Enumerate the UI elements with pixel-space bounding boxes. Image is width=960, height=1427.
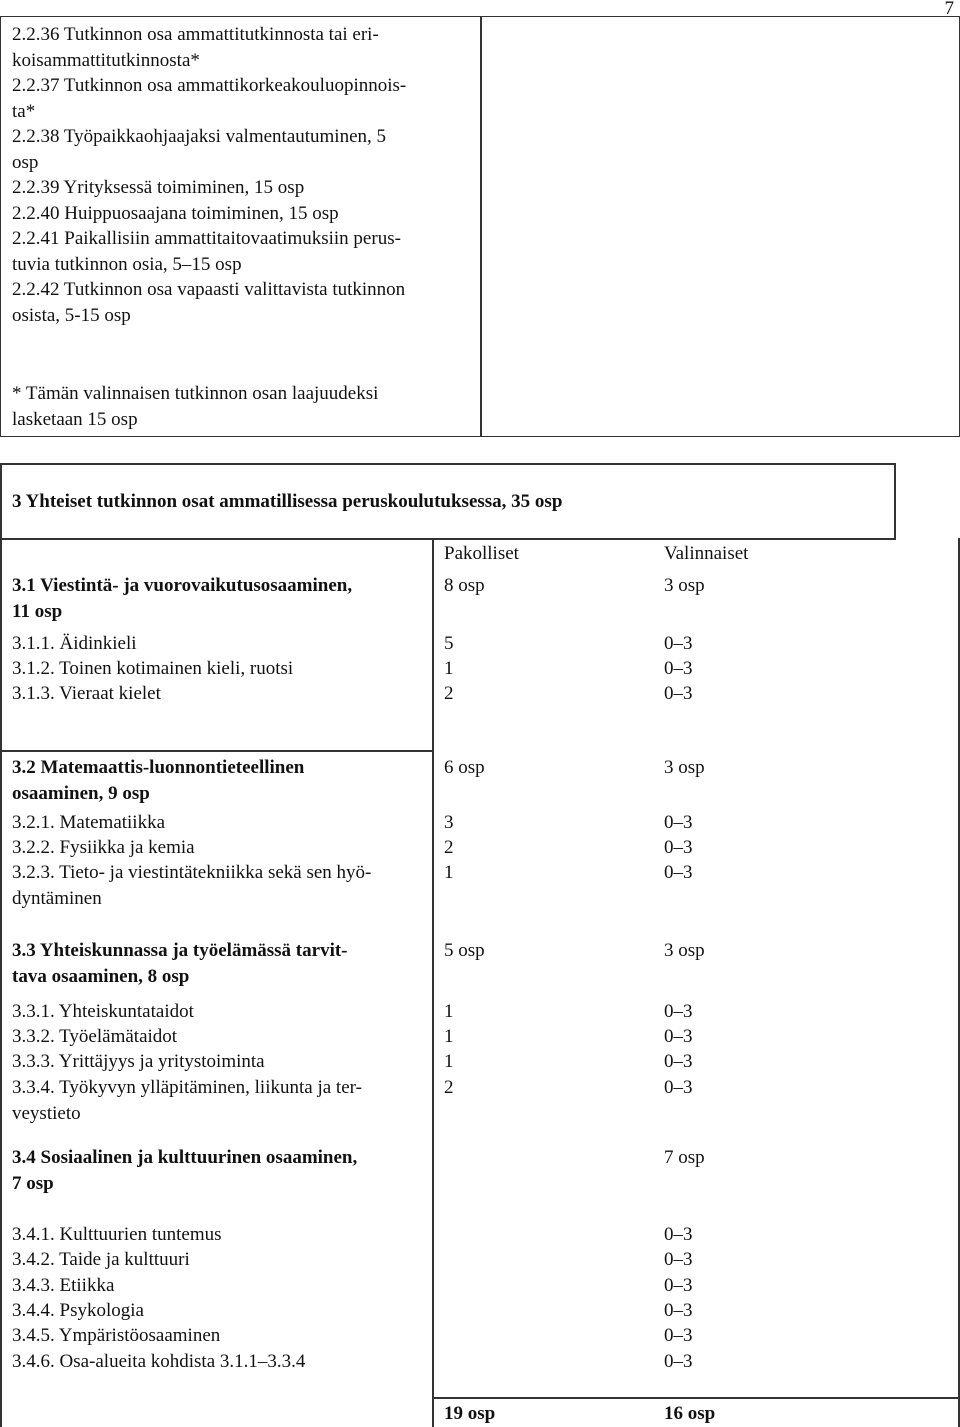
item-pakolliset: 1 (444, 1001, 454, 1022)
item-label: 3.3.4. Työkyvyn ylläpitäminen, liikunta ja ter- veystieto (12, 1077, 362, 1124)
footnote (12, 381, 378, 432)
item-valinnaiset: 0–3 (664, 683, 693, 704)
header-pakolliset: Pakolliset (444, 543, 519, 564)
list-line: tuvia tutkinnon osia, 5–15 osp (12, 253, 242, 275)
item-label: 3.1.2. Toinen kotimainen kieli, ruotsi (12, 658, 294, 679)
total-valinnaiset: 16 osp (664, 1403, 716, 1424)
item-valinnaiset: 0–3 (664, 1026, 693, 1047)
item-valinnaiset: 0–3 (664, 1275, 693, 1296)
list-line: osista, 5-15 osp (12, 304, 131, 326)
footnote-line: lasketaan 15 osp (12, 408, 138, 430)
item-label: 3.3.2. Työelämätaidot (12, 1026, 178, 1047)
item-label: 3.2.2. Fysiikka ja kemia (12, 837, 195, 858)
item-valinnaiset: 0–3 (664, 658, 693, 679)
item-label: 3.1.1. Äidinkieli (12, 633, 137, 654)
item-pakolliset: 1 (444, 862, 454, 883)
list-line: ta* (12, 100, 36, 122)
total-pakolliset: 19 osp (444, 1403, 496, 1424)
top-table-list (12, 22, 477, 328)
section-pakolliset: 6 osp (444, 757, 485, 778)
section-valinnaiset: 7 osp (664, 1147, 705, 1168)
item-valinnaiset: 0–3 (664, 1224, 693, 1245)
item-label: 3.4.2. Taide ja kulttuuri (12, 1249, 190, 1270)
section-valinnaiset: 3 osp (664, 575, 705, 596)
item-valinnaiset: 0–3 (664, 1249, 693, 1270)
item-label: 3.2.3. Tieto- ja viestintätekniikka sekä sen hyö- dyntäminen (12, 862, 372, 909)
item-label: 3.2.1. Matematiikka (12, 812, 166, 833)
main-table-border-top (0, 463, 896, 465)
item-valinnaiset: 0–3 (664, 1001, 693, 1022)
footnote-line: * Tämän valinnaisen tutkinnon osan laajuudeksi (12, 383, 379, 404)
list-line: 2.2.42 Tutkinnon osa vapaasti valittavista tutkinnon (12, 279, 406, 300)
item-label: 3.4.4. Psykologia (12, 1300, 144, 1321)
main-table-total-divider (432, 1397, 960, 1399)
main-table-column-divider (432, 538, 434, 1427)
section-title: 3.4 Sosiaalinen ja kulttuurinen osaaminen, 7 osp (12, 1147, 358, 1194)
item-pakolliset: 1 (444, 1026, 454, 1047)
item-valinnaiset: 0–3 (664, 837, 693, 858)
item-pakolliset: 2 (444, 683, 454, 704)
item-valinnaiset: 0–3 (664, 1077, 693, 1098)
header-valinnaiset: Valinnaiset (664, 543, 749, 564)
item-valinnaiset: 0–3 (664, 1351, 693, 1372)
section-pakolliset: 8 osp (444, 575, 485, 596)
item-valinnaiset: 0–3 (664, 633, 693, 654)
main-table-title: 3 Yhteiset tutkinnon osat ammatillisessa peruskoulutuksessa, 35 osp (12, 491, 563, 512)
main-table-right-edge (958, 538, 960, 1427)
item-pakolliset: 5 (444, 633, 454, 654)
list-line: 2.2.41 Paikallisiin ammattitaitovaatimuksiin perus- (12, 228, 401, 249)
list-line: 2.2.40 Huippuosaajana toimiminen, 15 osp (12, 202, 339, 224)
item-valinnaiset: 0–3 (664, 1300, 693, 1321)
page-number: 7 (944, 0, 954, 19)
list-line: 2.2.39 Yrityksessä toimiminen, 15 osp (12, 177, 305, 198)
item-label: 3.4.3. Etiikka (12, 1275, 115, 1296)
list-line: osp (12, 151, 39, 173)
section-title: 3.1 Viestintä- ja vuorovaikutusosaaminen, 11 osp (12, 575, 353, 622)
main-table-section-divider (0, 750, 432, 752)
item-valinnaiset: 0–3 (664, 812, 693, 833)
item-label: 3.1.3. Vieraat kielet (12, 683, 161, 704)
section-title: 3.2 Matemaattis-luonnontieteellinen osaaminen, 9 osp (12, 757, 305, 804)
top-table-column-divider (480, 16, 482, 437)
item-label: 3.3.3. Yrittäjyys ja yritystoiminta (12, 1051, 265, 1072)
item-pakolliset: 1 (444, 658, 454, 679)
item-label: 3.4.5. Ympäristöosaaminen (12, 1325, 221, 1346)
item-pakolliset: 1 (444, 1051, 454, 1072)
item-label: 3.4.1. Kulttuurien tuntemus (12, 1224, 222, 1245)
list-line: 2.2.38 Työpaikkaohjaajaksi valmentautuminen, 5 (12, 126, 387, 147)
item-pakolliset: 2 (444, 837, 454, 858)
main-table-border-right (894, 463, 896, 540)
item-valinnaiset: 0–3 (664, 1325, 693, 1346)
main-table-border-left (0, 463, 2, 1427)
section-valinnaiset: 3 osp (664, 757, 705, 778)
item-label: 3.3.1. Yhteiskuntataidot (12, 1001, 194, 1022)
main-table-title-divider (0, 538, 896, 540)
item-valinnaiset: 0–3 (664, 1051, 693, 1072)
section-pakolliset: 5 osp (444, 940, 485, 961)
list-line: 2.2.37 Tutkinnon osa ammattikorkeakouluopinnois- (12, 75, 407, 96)
list-line: koisammattitutkinnosta* (12, 49, 200, 71)
section-valinnaiset: 3 osp (664, 940, 705, 961)
item-pakolliset: 2 (444, 1077, 454, 1098)
item-valinnaiset: 0–3 (664, 862, 693, 883)
section-title: 3.3 Yhteiskunnassa ja työelämässä tarvit- tava osaaminen, 8 osp (12, 940, 348, 987)
item-label: 3.4.6. Osa-alueita kohdista 3.1.1–3.3.4 (12, 1351, 306, 1372)
list-line: 2.2.36 Tutkinnon osa ammattitutkinnosta tai eri- (12, 24, 379, 45)
item-pakolliset: 3 (444, 812, 454, 833)
